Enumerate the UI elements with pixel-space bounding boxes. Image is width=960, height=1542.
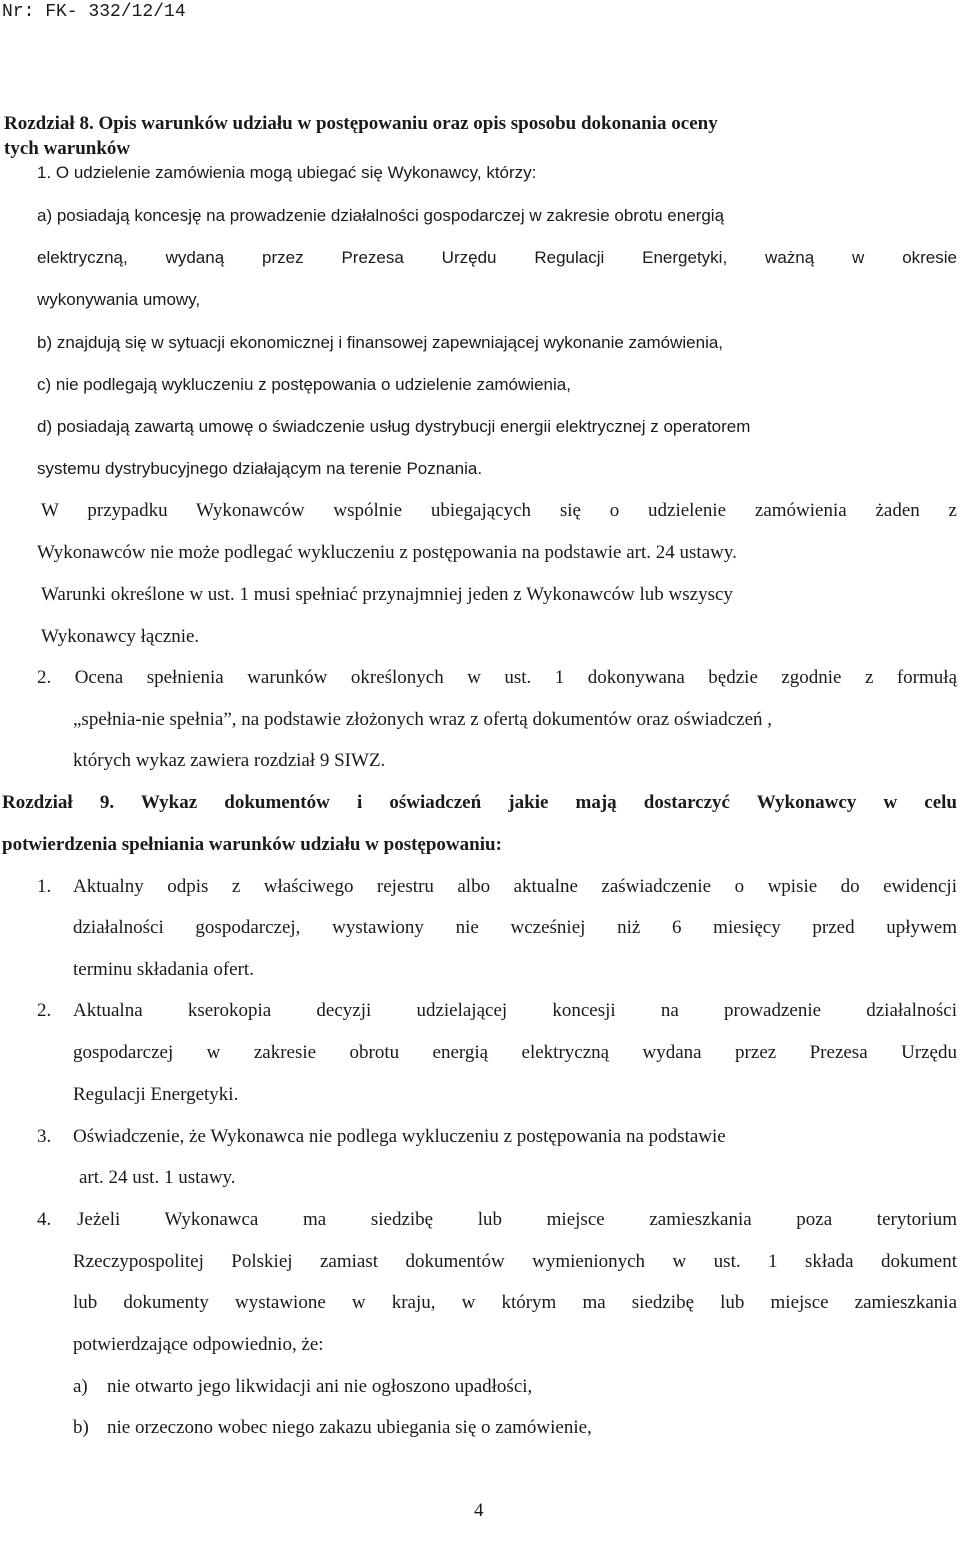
evaluation-line-3: których wykaz zawiera rozdział 9 SIWZ. xyxy=(73,750,386,771)
subitem-b-label: b) xyxy=(73,1417,89,1438)
condition-d-line-1: d) posiadają zawartą umowę o świadczenie usług dystrybucji energii elektrycznej z operatorem xyxy=(37,417,751,436)
document-item-2-line-1: Aktualna kserokopia decyzji udzielającej koncesji na prowadzenie działalności xyxy=(73,1000,957,1021)
document-item-4-line-3: lub dokumenty wystawione w kraju, w którym ma siedzibę lub miejsce zamieszkania xyxy=(73,1292,957,1313)
condition-d-line-2: systemu dystrybucyjnego działającym na terenie Poznania. xyxy=(37,459,483,478)
consortium-clause-line-1: W przypadku Wykonawców wspólnie ubiegających się o udzielenie zamówienia żaden z xyxy=(41,500,957,521)
section-8-title-line-1: Rozdział 8. Opis warunków udziału w postępowaniu oraz opis sposobu dokonania oceny xyxy=(4,113,718,134)
subitem-b-text: nie orzeczono wobec niego zakazu ubiegania się o zamówienie, xyxy=(107,1417,592,1438)
document-item-1-line-2: działalności gospodarczej, wystawiony nie wcześniej niż 6 miesięcy przed upływem xyxy=(73,917,957,938)
document-item-4-line-1: Jeżeli Wykonawca ma siedzibę lub miejsce zamieszkania poza terytorium xyxy=(77,1209,957,1230)
section-8-title-line-2: tych warunków xyxy=(4,138,131,159)
consortium-clause-line-2: Wykonawców nie może podlegać wykluczeniu z postępowania na podstawie art. 24 ustawy. xyxy=(37,542,737,563)
evaluation-line-1: 2. Ocena spełnienia warunków określonych w ust. 1 dokonywana będzie zgodnie z formułą xyxy=(37,667,957,688)
document-item-1-number: 1. xyxy=(37,876,52,897)
document-item-3-number: 3. xyxy=(37,1126,52,1147)
document-item-3-line-2: art. 24 ust. 1 ustawy. xyxy=(79,1167,236,1188)
condition-a-line-2: elektryczną, wydaną przez Prezesa Urzędu Regulacji Energetyki, ważną w okresie xyxy=(37,248,957,267)
document-item-4-line-2: Rzeczypospolitej Polskiej zamiast dokumentów wymienionych w ust. 1 składa dokument xyxy=(73,1251,957,1272)
document-item-2-number: 2. xyxy=(37,1000,52,1021)
document-item-1-line-3: terminu składania ofert. xyxy=(73,959,254,980)
conditions-note-line-2: Wykonawcy łącznie. xyxy=(41,626,200,647)
subitem-a-text: nie otwarto jego likwidacji ani nie ogłoszono upadłości, xyxy=(107,1376,533,1397)
page-number: 4 xyxy=(474,1500,484,1521)
condition-a-line-1: a) posiadają koncesję na prowadzenie działalności gospodarczej w zakresie obrotu energią xyxy=(37,206,725,225)
condition-b: b) znajdują się w sytuacji ekonomicznej i finansowej zapewniającej wykonanie zamówienia, xyxy=(37,333,724,352)
document-item-2-line-3: Regulacji Energetyki. xyxy=(73,1084,239,1105)
document-item-4-line-4: potwierdzające odpowiednio, że: xyxy=(73,1334,324,1355)
section-9-title-line-1: Rozdział 9. Wykaz dokumentów i oświadczeń jakie mają dostarczyć Wykonawcy w celu xyxy=(2,792,957,813)
section-9-title-line-2: potwierdzenia spełniania warunków udziału w postępowaniu: xyxy=(2,834,502,855)
condition-intro: 1. O udzielenie zamówienia mogą ubiegać się Wykonawcy, którzy: xyxy=(37,163,537,182)
condition-a-line-3: wykonywania umowy, xyxy=(37,290,201,309)
conditions-note-line-1: Warunki określone w ust. 1 musi spełniać przynajmniej jeden z Wykonawców lub wszyscy xyxy=(41,584,733,605)
evaluation-line-2: „spełnia-nie spełnia”, na podstawie złożonych wraz z ofertą dokumentów oraz oświadczeń , xyxy=(73,709,773,730)
document-item-1-line-1: Aktualny odpis z właściwego rejestru albo aktualne zaświadczenie o wpisie do ewidencji xyxy=(73,876,957,897)
condition-c: c) nie podlegają wykluczeniu z postępowania o udzielenie zamówienia, xyxy=(37,375,571,394)
document-number: Nr: FK- 332/12/14 xyxy=(2,2,186,22)
document-item-2-line-2: gospodarczej w zakresie obrotu energią elektryczną wydana przez Prezesa Urzędu xyxy=(73,1042,957,1063)
subitem-a-label: a) xyxy=(73,1376,88,1397)
document-item-4-number: 4. xyxy=(37,1209,52,1230)
document-item-3-line-1: Oświadczenie, że Wykonawca nie podlega wykluczeniu z postępowania na podstawie xyxy=(73,1126,726,1147)
